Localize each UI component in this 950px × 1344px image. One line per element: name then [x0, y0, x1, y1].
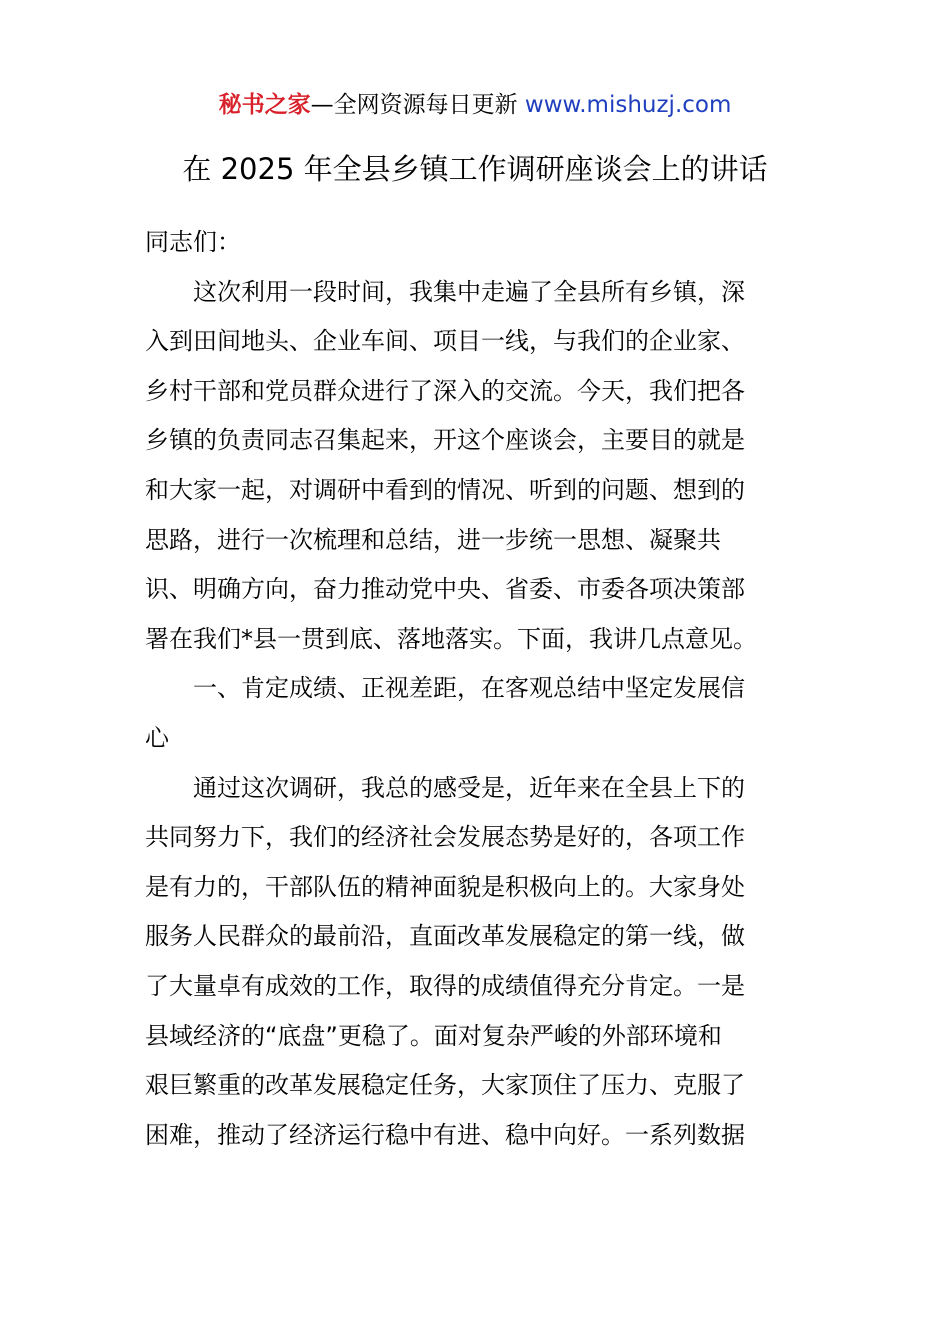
text-line: 署在我们*县一贯到底、落地落实。下面，我讲几点意见。	[145, 624, 757, 653]
text-line: 和大家一起，对调研中看到的情况、听到的问题、想到的	[145, 475, 745, 504]
document-title: 在 2025 年全县乡镇工作调研座谈会上的讲话	[182, 152, 768, 186]
section-heading-line: 心	[145, 723, 169, 752]
site-brand: 秘书之家	[218, 92, 311, 118]
text-line: 这次利用一段时间，我集中走遍了全县所有乡镇，深	[145, 277, 745, 306]
text-line: 服务人民群众的最前沿，直面改革发展稳定的第一线，做	[145, 922, 745, 951]
text-line: 了大量卓有成效的工作，取得的成绩值得充分肯定。一是	[145, 971, 745, 1000]
document-body	[145, 218, 810, 1160]
text-line: 思路，进行一次梳理和总结，进一步统一思想、凝聚共	[145, 525, 721, 554]
site-tagline: —全网资源每日更新	[310, 92, 518, 118]
section-heading-line: 一、肯定成绩、正视差距，在客观总结中坚定发展信	[145, 674, 745, 703]
text-line: 乡村干部和党员群众进行了深入的交流。今天，我们把各	[145, 376, 745, 405]
site-header	[0, 88, 950, 122]
text-line: 县域经济的“底盘”更稳了。面对复杂严峻的外部环境和	[145, 1021, 722, 1050]
text-line: 通过这次调研，我总的感受是，近年来在全县上下的	[145, 773, 745, 802]
text-line: 入到田间地头、企业车间、项目一线，与我们的企业家、	[145, 327, 745, 356]
site-url-link[interactable]: www.mishuzj.com	[524, 92, 732, 118]
text-line: 困难，推动了经济运行稳中有进、稳中向好。一系列数据	[145, 1120, 745, 1149]
text-line: 识、明确方向，奋力推动党中央、省委、市委各项决策部	[145, 575, 745, 604]
text-line: 是有力的，干部队伍的精神面貌是积极向上的。大家身处	[145, 872, 745, 901]
salutation: 同志们：	[145, 228, 241, 256]
text-line: 乡镇的负责同志召集起来，开这个座谈会，主要目的就是	[145, 426, 745, 455]
text-line: 共同努力下，我们的经济社会发展态势是好的，各项工作	[145, 823, 745, 852]
text-line: 艰巨繁重的改革发展稳定任务，大家顶住了压力、克服了	[145, 1071, 745, 1100]
